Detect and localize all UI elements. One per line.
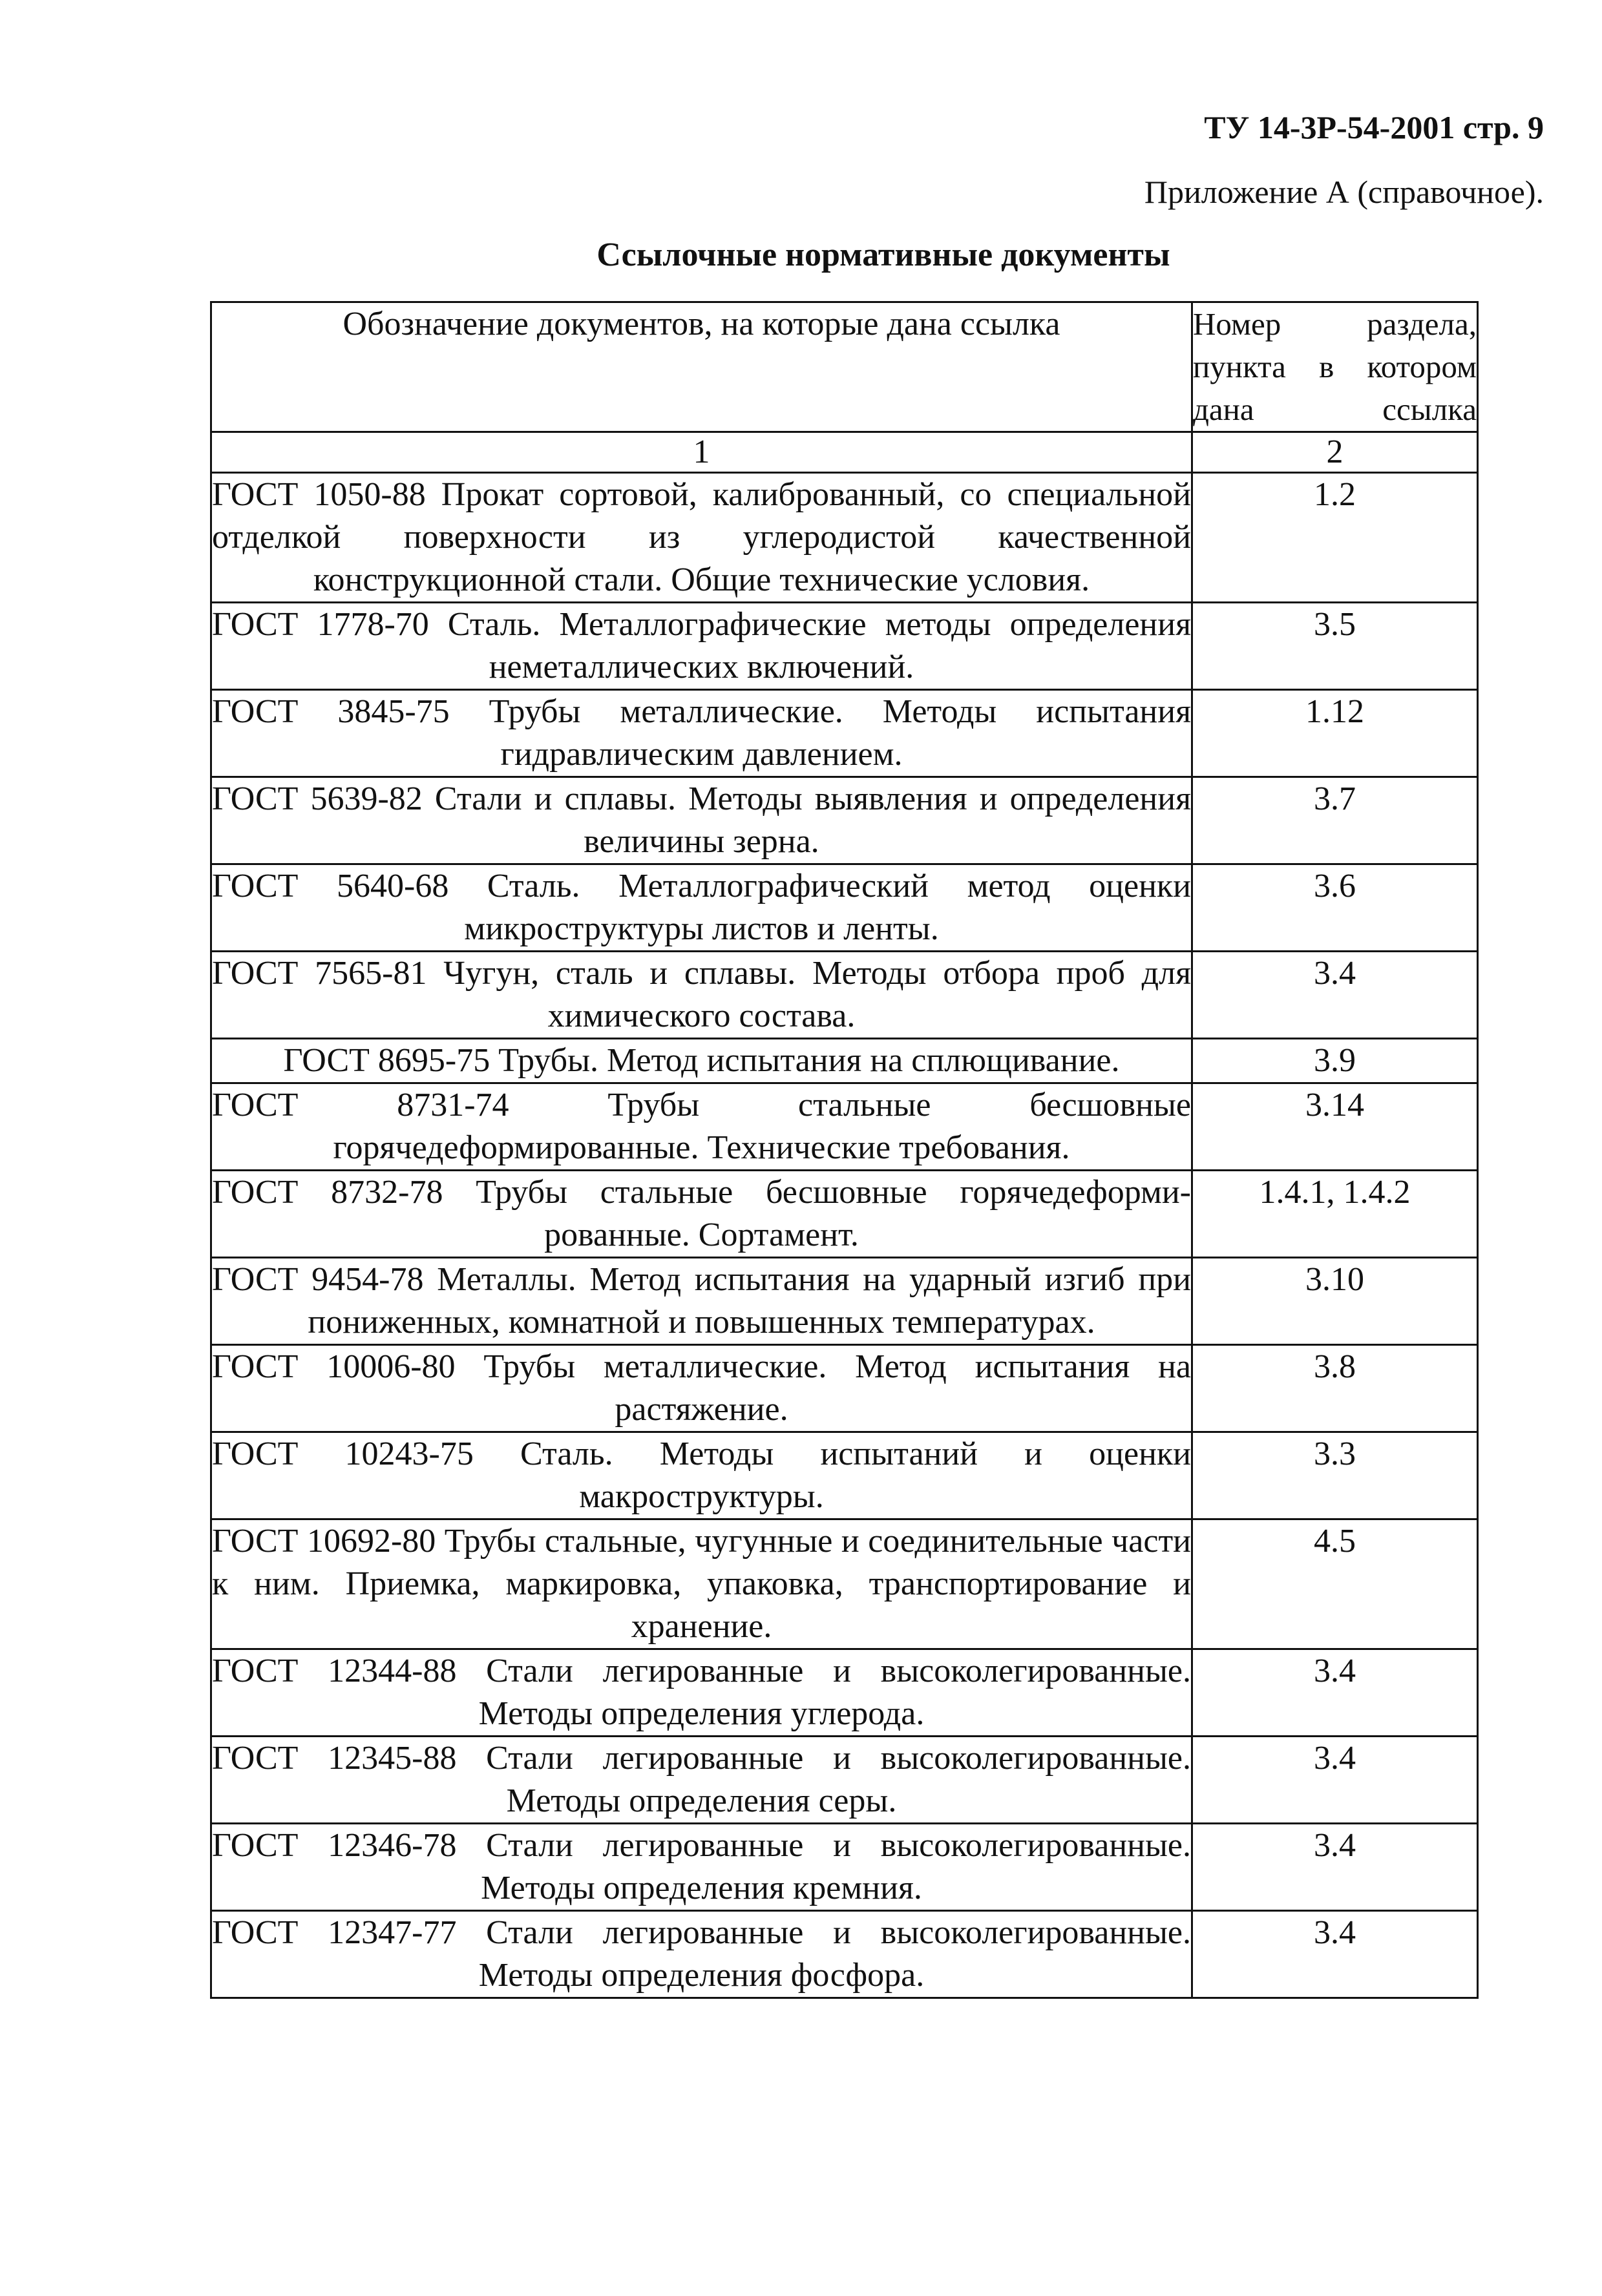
document-reference: ГОСТ 8695-75 Трубы. Метод испытания на сплющивание. xyxy=(211,1039,1192,1083)
section-number: 3.5 xyxy=(1192,603,1478,690)
document-reference: ГОСТ 1050-88 Прокат сортовой, калиброванный, со специальной отделкой поверхности из углеродистой качественной конструкционной стали. Общие технические условия. xyxy=(211,473,1192,603)
document-reference: ГОСТ 10243-75 Сталь. Методы испытаний и оценки макроструктуры. xyxy=(211,1432,1192,1519)
page-title: Ссылочные нормативные документы xyxy=(596,236,1170,273)
section-number: 3.14 xyxy=(1192,1083,1478,1171)
table-row xyxy=(211,1649,1478,1737)
document-reference: ГОСТ 1778-70 Сталь. Металлографические методы определения неметаллических включений. xyxy=(211,603,1192,690)
table-row xyxy=(211,1345,1478,1432)
section-number: 3.10 xyxy=(1192,1258,1478,1345)
section-number: 1.4.1, 1.4.2 xyxy=(1192,1171,1478,1258)
references-table xyxy=(210,301,1479,1999)
table-row xyxy=(211,1737,1478,1824)
appendix-label: Приложение А (справочное). xyxy=(1144,174,1544,210)
section-number: 1.12 xyxy=(1192,690,1478,777)
table-row xyxy=(211,1083,1478,1171)
table-row xyxy=(211,777,1478,864)
table-row xyxy=(211,1911,1478,1998)
document-reference: ГОСТ 12347-77 Стали легированные и высоколегированные. Методы определения фосфора. xyxy=(211,1911,1192,1998)
table-row xyxy=(211,1171,1478,1258)
table-row xyxy=(211,603,1478,690)
table-row xyxy=(211,1039,1478,1083)
document-code: ТУ 14-3Р-54-2001 стр. 9 xyxy=(1204,109,1544,145)
section-number: 3.9 xyxy=(1192,1039,1478,1083)
section-number: 4.5 xyxy=(1192,1519,1478,1649)
document-reference: ГОСТ 12344-88 Стали легированные и высоколегированные. Методы определения углерода. xyxy=(211,1649,1192,1737)
table-header-row xyxy=(211,302,1478,432)
document-reference: ГОСТ 5640-68 Сталь. Металлографический метод оценки микроструктуры листов и ленты. xyxy=(211,864,1192,952)
section-number: 3.4 xyxy=(1192,1911,1478,1998)
section-number: 3.4 xyxy=(1192,1824,1478,1911)
document-reference: ГОСТ 8731-74 Трубы стальные бесшовные горячедеформированные. Технические требования. xyxy=(211,1083,1192,1171)
column-header-section: Номер раздела, пункта в котором дана ссылка xyxy=(1192,302,1478,432)
document-reference: ГОСТ 12346-78 Стали легированные и высоколегированные. Методы определения кремния. xyxy=(211,1824,1192,1911)
section-number: 3.4 xyxy=(1192,1737,1478,1824)
column-number-2: 2 xyxy=(1192,432,1478,473)
table-row xyxy=(211,1824,1478,1911)
document-reference: ГОСТ 9454-78 Металлы. Метод испытания на ударный изгиб при пониженных, комнатной и повышенных температурах. xyxy=(211,1258,1192,1345)
column-number-1: 1 xyxy=(211,432,1192,473)
table-row xyxy=(211,952,1478,1039)
section-number: 3.3 xyxy=(1192,1432,1478,1519)
table-row xyxy=(211,1519,1478,1649)
document-reference: ГОСТ 5639-82 Стали и сплавы. Методы выявления и определения величины зерна. xyxy=(211,777,1192,864)
table-row xyxy=(211,864,1478,952)
section-number: 3.8 xyxy=(1192,1345,1478,1432)
document-reference: ГОСТ 10692-80 Трубы стальные, чугунные и соединительные части к ним. Приемка, маркировка, упаковка, транспортирование и хранение. xyxy=(211,1519,1192,1649)
table-row xyxy=(211,690,1478,777)
section-number: 3.6 xyxy=(1192,864,1478,952)
section-number: 3.4 xyxy=(1192,1649,1478,1737)
document-reference: ГОСТ 8732-78 Трубы стальные бесшовные горячедеформи-рованные. Сортамент. xyxy=(211,1171,1192,1258)
section-number: 3.7 xyxy=(1192,777,1478,864)
table-row xyxy=(211,473,1478,603)
document-reference: ГОСТ 7565-81 Чугун, сталь и сплавы. Методы отбора проб для химического состава. xyxy=(211,952,1192,1039)
column-header-documents: Обозначение документов, на которые дана ссылка xyxy=(211,302,1192,432)
document-reference: ГОСТ 10006-80 Трубы металлические. Метод испытания на растяжение. xyxy=(211,1345,1192,1432)
column-number-row xyxy=(211,432,1478,473)
table-body xyxy=(211,473,1478,1998)
table-row xyxy=(211,1258,1478,1345)
document-reference: ГОСТ 3845-75 Трубы металлические. Методы испытания гидравлическим давлением. xyxy=(211,690,1192,777)
document-reference: ГОСТ 12345-88 Стали легированные и высоколегированные. Методы определения серы. xyxy=(211,1737,1192,1824)
section-number: 1.2 xyxy=(1192,473,1478,603)
section-number: 3.4 xyxy=(1192,952,1478,1039)
table-row xyxy=(211,1432,1478,1519)
